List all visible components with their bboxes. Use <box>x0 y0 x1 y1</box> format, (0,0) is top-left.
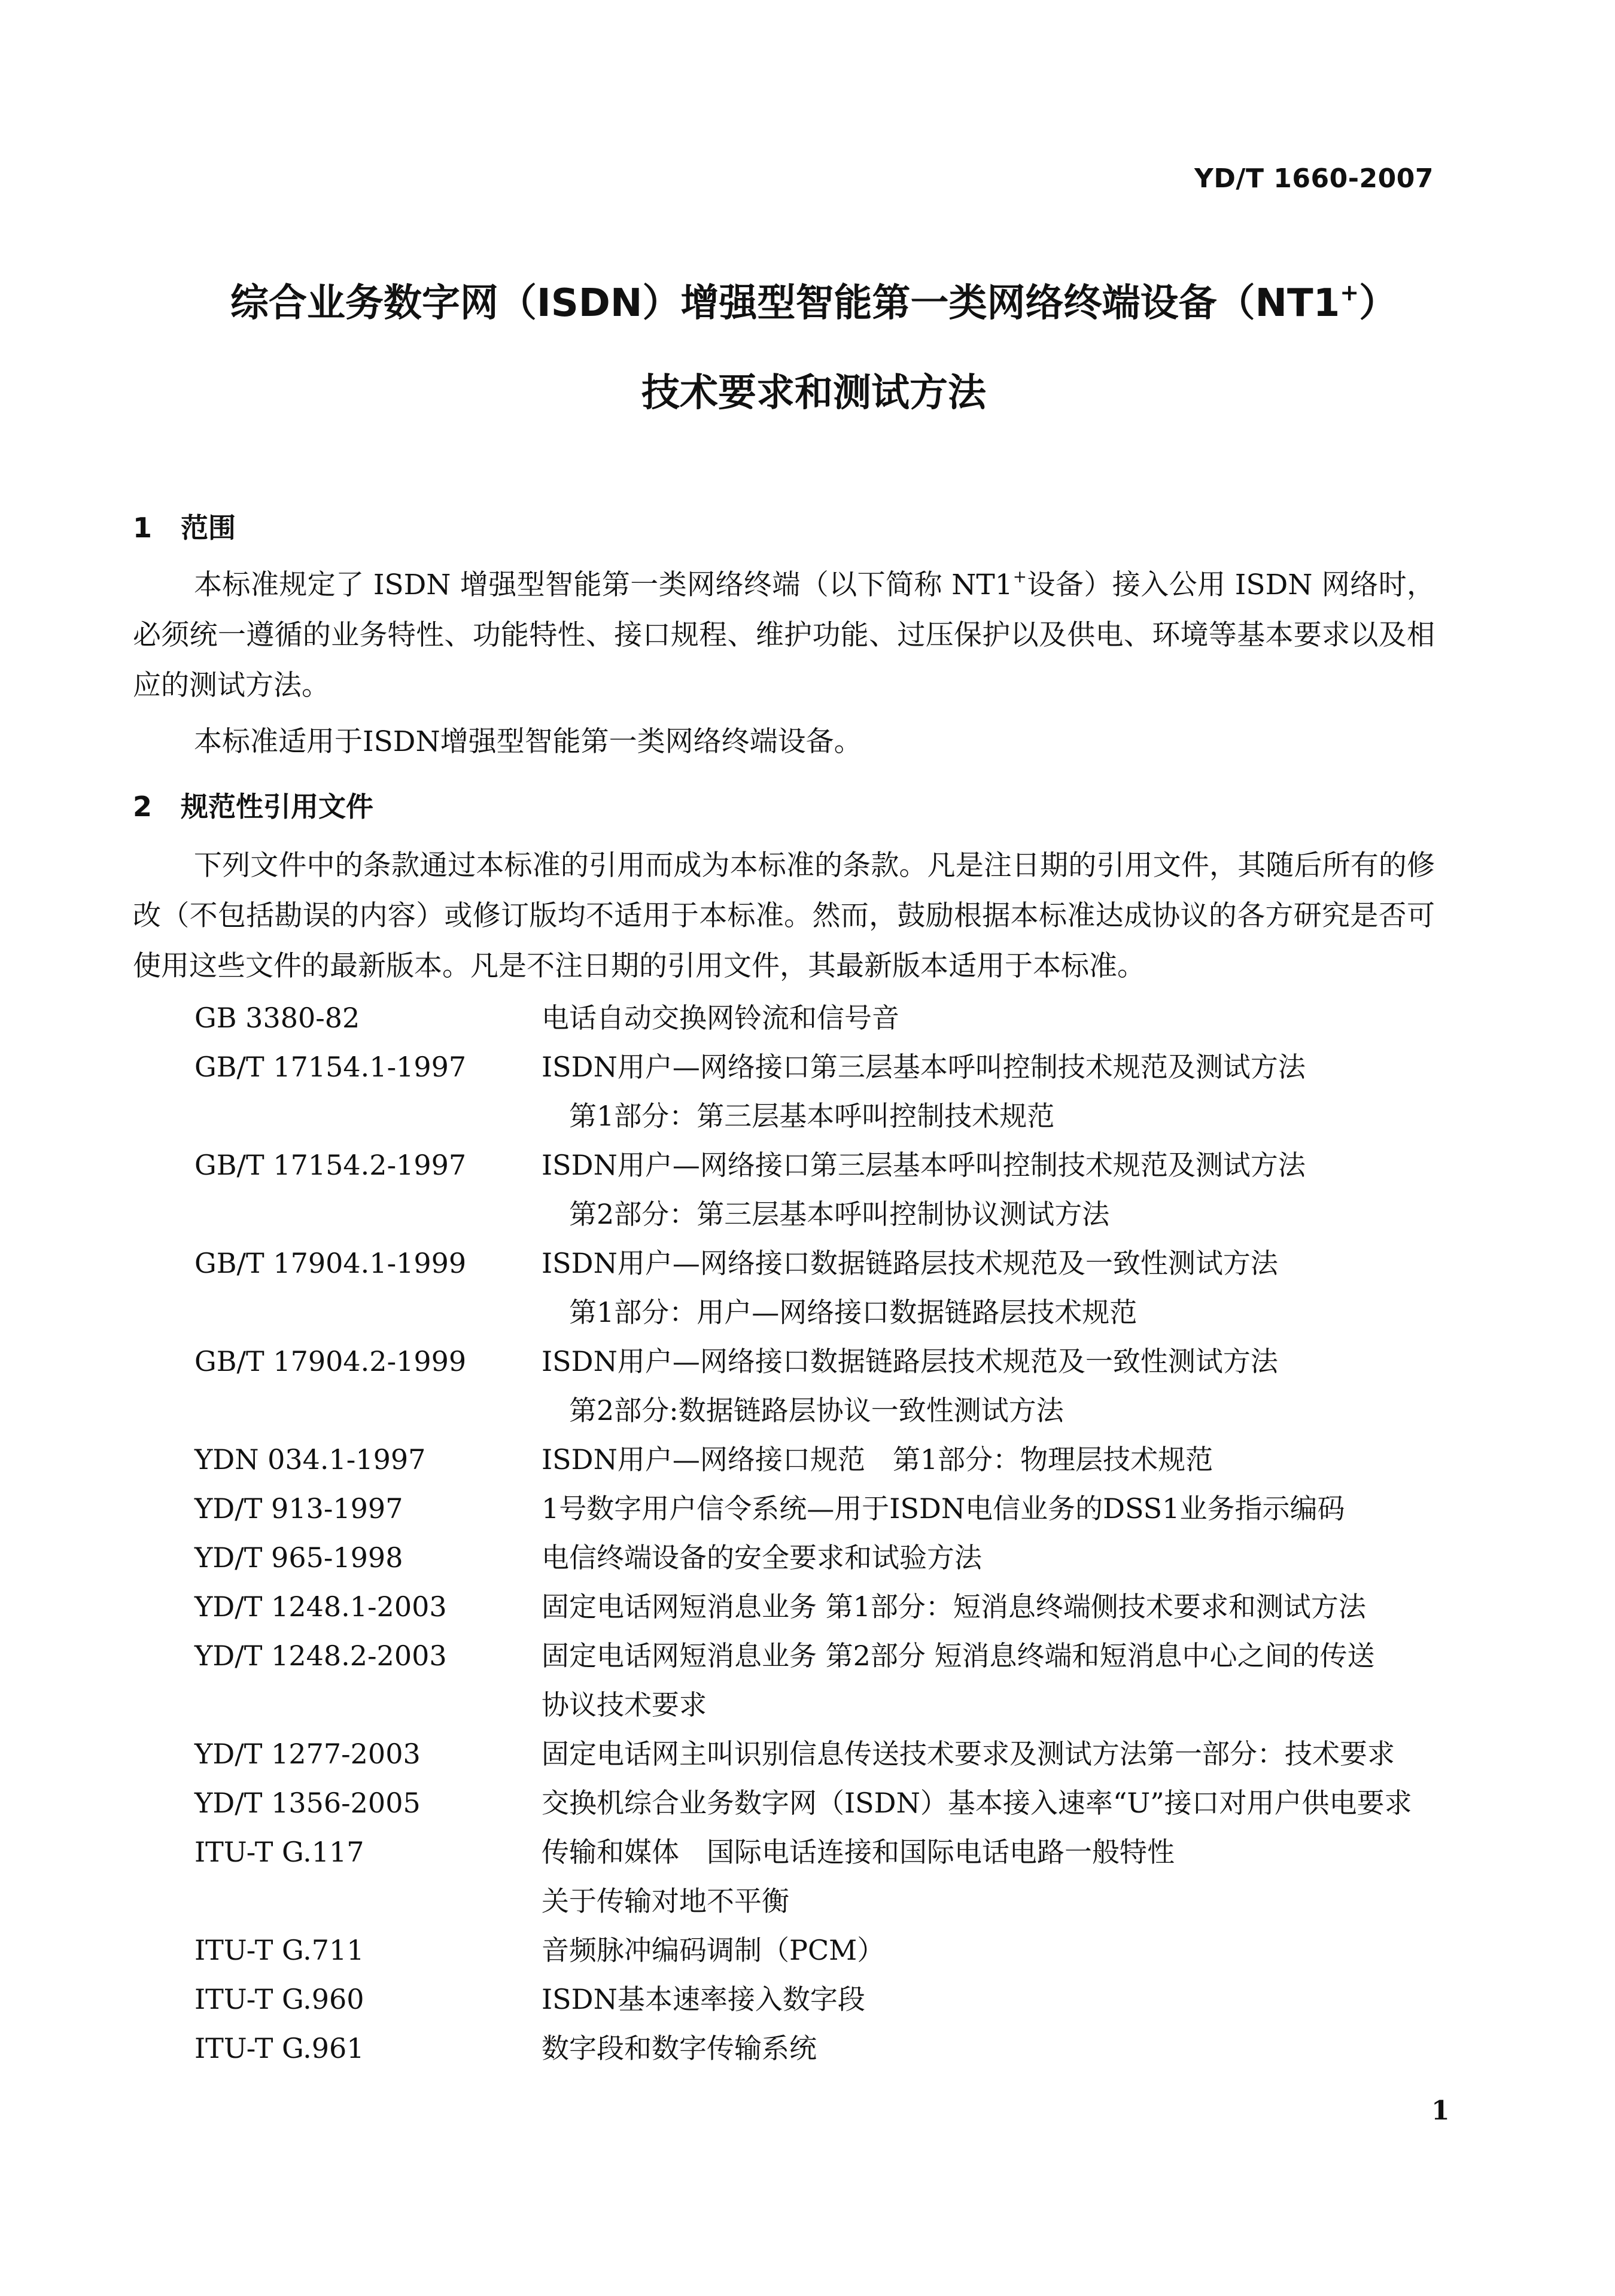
reference-title <box>542 1926 1451 1975</box>
reference-title <box>542 1729 1451 1778</box>
reference-item <box>194 1778 1451 1827</box>
reference-title <box>542 1631 1451 1729</box>
reference-title-line: ISDN基本速率接入数字段 <box>542 1983 865 2015</box>
reference-title-line: 数字段和数字传输系统 <box>542 2032 817 2064</box>
reference-code: ITU-T G.711 <box>194 1934 364 1966</box>
scope-paragraph: 本标准规定了 ISDN 增强型智能第一类网络终端（以下简称 NT1+设备）接入公用 ISDN 网络时，必须统一遵循的业务特性、功能特性、接口规程、维护功能、过压保护以及供电、环境等基本要求以及相应的测试方法。 <box>133 567 1435 702</box>
reference-title-line: 固定电话网主叫识别信息传送技术要求及测试方法第一部分：技术要求 <box>542 1738 1395 1770</box>
reference-code: YD/T 1248.1-2003 <box>194 1591 447 1623</box>
normative-references-paragraph: 下列文件中的条款通过本标准的引用而成为本标准的条款。凡是注日期的引用文件，其随后所有的修改（不包括勘误的内容）或修订版均不适用于本标准。然而，鼓励根据本标准达成协议的各方研究是否可使用这些文件的最新版本。凡是不注日期的引用文件，其最新版本适用于本标准。 <box>133 849 1435 983</box>
reference-title-line: 音频脉冲编码调制（PCM） <box>542 1934 885 1966</box>
reference-title <box>542 1435 1451 1484</box>
reference-item <box>194 1337 1451 1435</box>
reference-title <box>542 2024 1451 2073</box>
reference-item <box>194 993 1451 1042</box>
reference-code: GB/T 17154.1-1997 <box>194 1051 467 1083</box>
reference-code: ITU-T G.117 <box>194 1836 364 1868</box>
reference-item <box>194 1827 1451 1926</box>
reference-code: ITU-T G.961 <box>194 2032 364 2064</box>
reference-title-line: ISDN用户—网络接口规范 第1部分：物理层技术规范 <box>542 1443 1213 1476</box>
reference-title-line: 固定电话网短消息业务 第2部分 短消息终端和短消息中心之间的传送 <box>542 1640 1375 1672</box>
reference-title-line: 1号数字用户信令系统—用于ISDN电信业务的DSS1业务指示编码 <box>542 1492 1345 1525</box>
reference-title <box>542 1975 1451 2024</box>
reference-title <box>542 1239 1451 1337</box>
reference-title-line: 传输和媒体 国际电话连接和国际电话电路一般特性 <box>542 1836 1175 1868</box>
reference-title <box>542 1827 1451 1926</box>
reference-title-line: ISDN用户—网络接口数据链路层技术规范及一致性测试方法 <box>542 1345 1278 1377</box>
reference-code: YD/T 1277-2003 <box>194 1738 421 1770</box>
reference-title-line: ISDN用户—网络接口数据链路层技术规范及一致性测试方法 <box>542 1247 1278 1279</box>
document-title-line2: 技术要求和测试方法 <box>641 371 986 415</box>
reference-title-line: 交换机综合业务数字网（ISDN）基本接入速率“U”接口对用户供电要求 <box>542 1787 1412 1819</box>
scope-applicability-paragraph: 本标准适用于ISDN增强型智能第一类网络终端设备。 <box>194 725 862 758</box>
reference-code: GB 3380-82 <box>194 1002 360 1034</box>
section-1-heading: 1 范围 <box>133 512 236 544</box>
reference-code: YD/T 1248.2-2003 <box>194 1640 447 1672</box>
reference-title-line: 电话自动交换网铃流和信号音 <box>542 1002 899 1034</box>
reference-title-continuation: 关于传输对地不平衡 <box>542 1885 789 1917</box>
reference-title <box>542 1484 1451 1533</box>
reference-item <box>194 1435 1451 1484</box>
reference-code: ITU-T G.960 <box>194 1983 364 2015</box>
reference-title-continuation: 第1部分：第三层基本呼叫控制技术规范 <box>569 1100 1055 1132</box>
reference-item <box>194 1582 1451 1631</box>
reference-code: YD/T 965-1998 <box>194 1541 403 1574</box>
reference-item <box>194 1729 1451 1778</box>
reference-item <box>194 1042 1451 1141</box>
reference-code: YD/T 913-1997 <box>194 1492 403 1525</box>
reference-title <box>542 1337 1451 1435</box>
reference-title <box>542 1042 1451 1141</box>
reference-title <box>542 1141 1451 1239</box>
document-title-line1: 综合业务数字网（ISDN）增强型智能第一类网络终端设备（NT1+） <box>230 279 1398 326</box>
reference-item <box>194 1631 1451 1729</box>
reference-title-line: ISDN用户—网络接口第三层基本呼叫控制技术规范及测试方法 <box>542 1149 1306 1181</box>
reference-code: GB/T 17154.2-1997 <box>194 1149 467 1181</box>
reference-item <box>194 1533 1451 1582</box>
reference-item <box>194 1975 1451 2024</box>
reference-item <box>194 1239 1451 1337</box>
reference-title-continuation: 协议技术要求 <box>542 1689 707 1721</box>
reference-code: GB/T 17904.2-1999 <box>194 1345 467 1377</box>
page-number: 1 <box>1431 2096 1450 2126</box>
reference-item <box>194 2024 1451 2073</box>
reference-item <box>194 1484 1451 1533</box>
reference-code: GB/T 17904.1-1999 <box>194 1247 467 1279</box>
standard-code: YD/T 1660-2007 <box>1194 163 1434 194</box>
reference-item <box>194 1141 1451 1239</box>
reference-list <box>194 993 1451 2073</box>
reference-title-continuation: 第1部分：用户—网络接口数据链路层技术规范 <box>569 1296 1138 1328</box>
reference-item <box>194 1926 1451 1975</box>
reference-title-continuation: 第2部分:数据链路层协议一致性测试方法 <box>569 1394 1064 1427</box>
reference-title-line: 电信终端设备的安全要求和试验方法 <box>542 1541 982 1574</box>
reference-title <box>542 993 1451 1042</box>
reference-title-line: ISDN用户—网络接口第三层基本呼叫控制技术规范及测试方法 <box>542 1051 1306 1083</box>
reference-title <box>542 1533 1451 1582</box>
reference-code: YD/T 1356-2005 <box>194 1787 421 1819</box>
reference-code: YDN 034.1-1997 <box>194 1443 426 1476</box>
reference-title-line: 固定电话网短消息业务 第1部分：短消息终端侧技术要求和测试方法 <box>542 1591 1366 1623</box>
reference-title-continuation: 第2部分：第三层基本呼叫控制协议测试方法 <box>569 1198 1110 1230</box>
reference-title <box>542 1582 1451 1631</box>
section-2-heading: 2 规范性引用文件 <box>133 790 373 823</box>
reference-title <box>542 1778 1451 1827</box>
